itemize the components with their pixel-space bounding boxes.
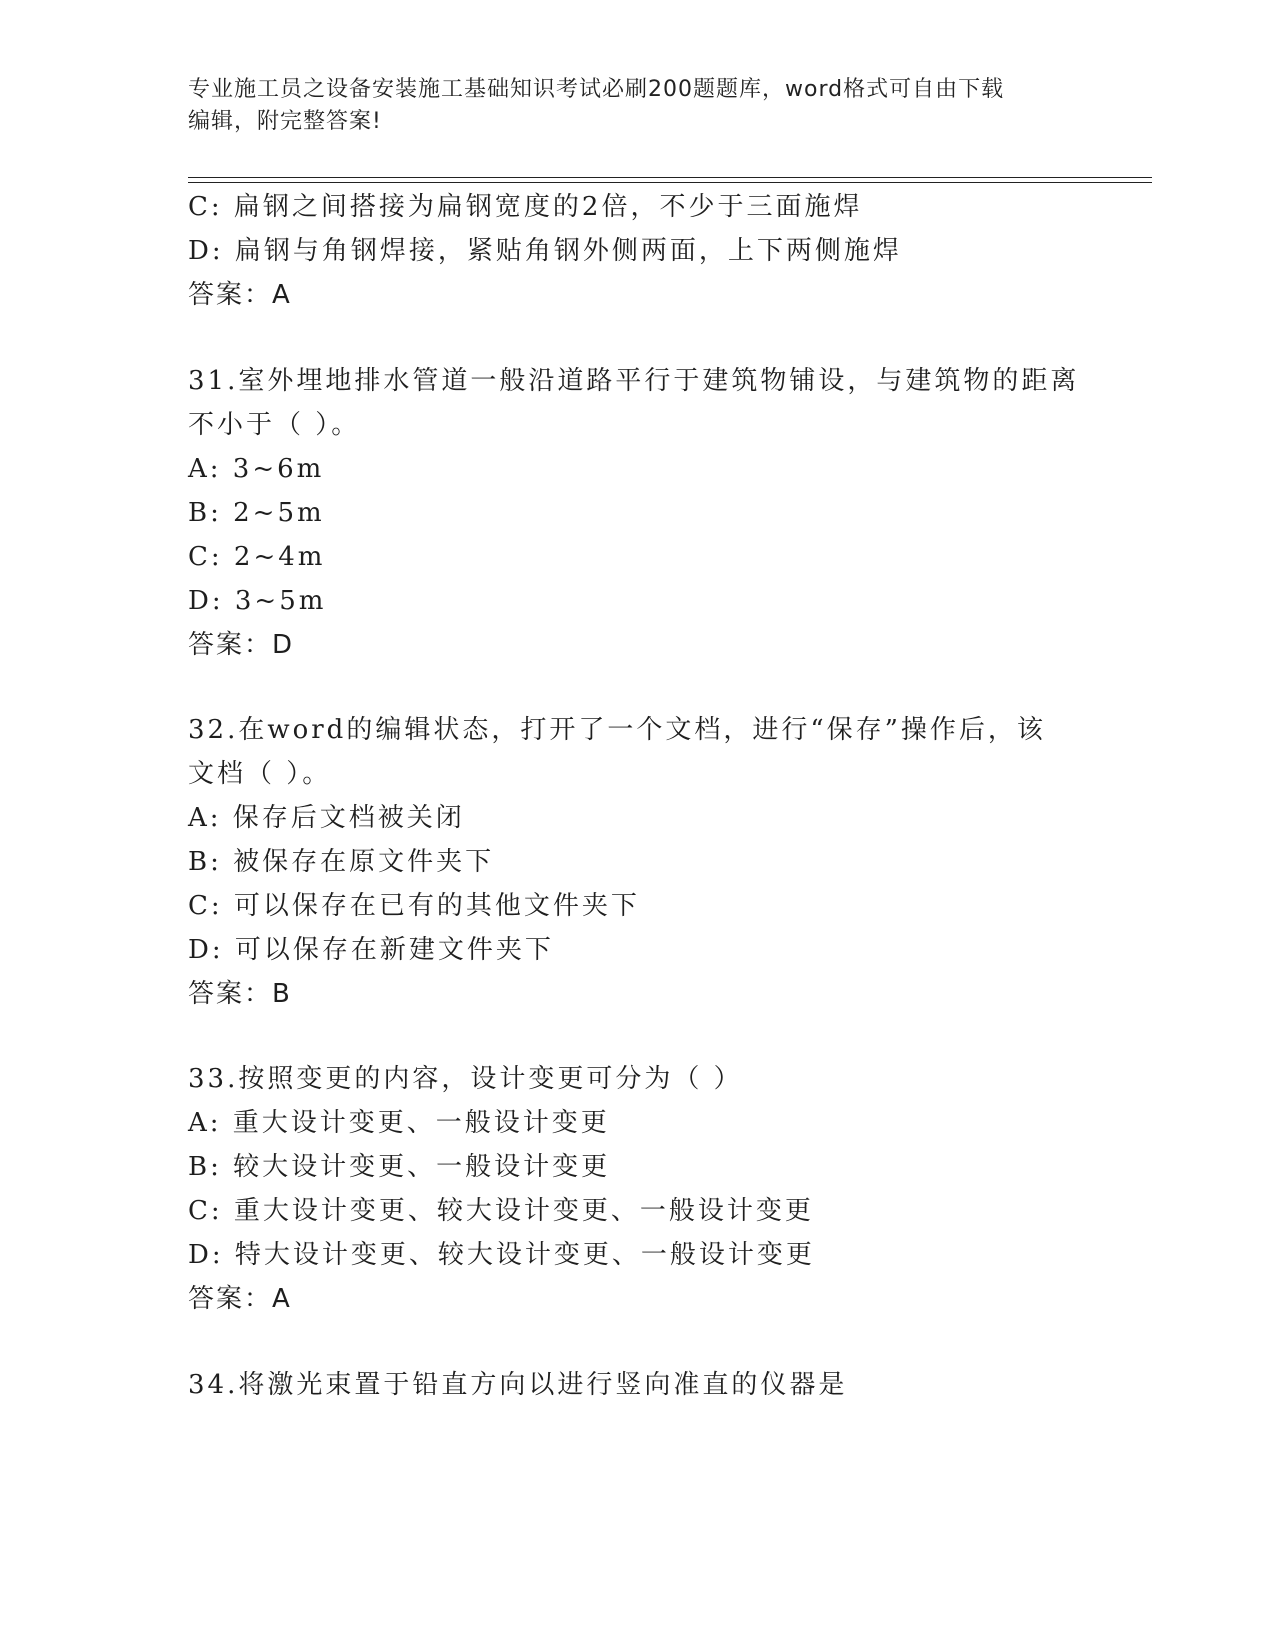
header-divider-top (188, 177, 1152, 178)
q32-option-a: A: 保存后文档被关闭 (188, 803, 465, 833)
q30-option-d: D: 扁钢与角钢焊接，紧贴角钢外侧两面，上下两侧施焊 (188, 236, 902, 266)
q32-stem-line-2: 文档（ ）。 (188, 759, 332, 789)
q31-option-a: A: 3~6m (188, 454, 325, 484)
q33-option-a: A: 重大设计变更、一般设计变更 (188, 1108, 610, 1138)
q32-option-b: B: 被保存在原文件夹下 (188, 847, 495, 877)
q32-option-d: D: 可以保存在新建文件夹下 (188, 935, 554, 965)
q34-stem-line-1: 34.将激光束置于铅直方向以进行竖向准直的仪器是 (188, 1370, 848, 1400)
q31-option-b: B: 2~5m (188, 498, 325, 528)
q31-option-d: D: 3~5m (188, 586, 327, 616)
q30-answer: 答案：A (188, 280, 292, 310)
q31-stem-line-1: 31.室外埋地排水管道一般沿道路平行于建筑物铺设，与建筑物的距离 (188, 366, 1080, 396)
q32-option-c: C: 可以保存在已有的其他文件夹下 (188, 891, 640, 921)
q33-option-c: C: 重大设计变更、较大设计变更、一般设计变更 (188, 1196, 814, 1226)
q31-option-c: C: 2~4m (188, 542, 326, 572)
header-title-line-1: 专业施工员之设备安装施工基础知识考试必刷200题题库，word格式可自由下载 (188, 77, 1005, 102)
q33-stem-line-1: 33.按照变更的内容，设计变更可分为（ ） (188, 1064, 743, 1094)
q33-option-d: D: 特大设计变更、较大设计变更、一般设计变更 (188, 1240, 815, 1270)
q33-answer: 答案：A (188, 1284, 292, 1314)
header-divider-bottom (188, 182, 1152, 183)
q30-option-c: C: 扁钢之间搭接为扁钢宽度的2倍，不少于三面施焊 (188, 192, 863, 222)
q32-answer: 答案：B (188, 979, 292, 1009)
q31-stem-line-2: 不小于（ ）。 (188, 410, 361, 440)
q33-option-b: B: 较大设计变更、一般设计变更 (188, 1152, 611, 1182)
header-title-line-2: 编辑，附完整答案! (188, 109, 382, 134)
q32-stem-line-1: 32.在word的编辑状态，打开了一个文档，进行“保存”操作后，该 (188, 715, 1046, 745)
document-header (188, 74, 1068, 138)
q31-answer: 答案：D (188, 630, 295, 660)
